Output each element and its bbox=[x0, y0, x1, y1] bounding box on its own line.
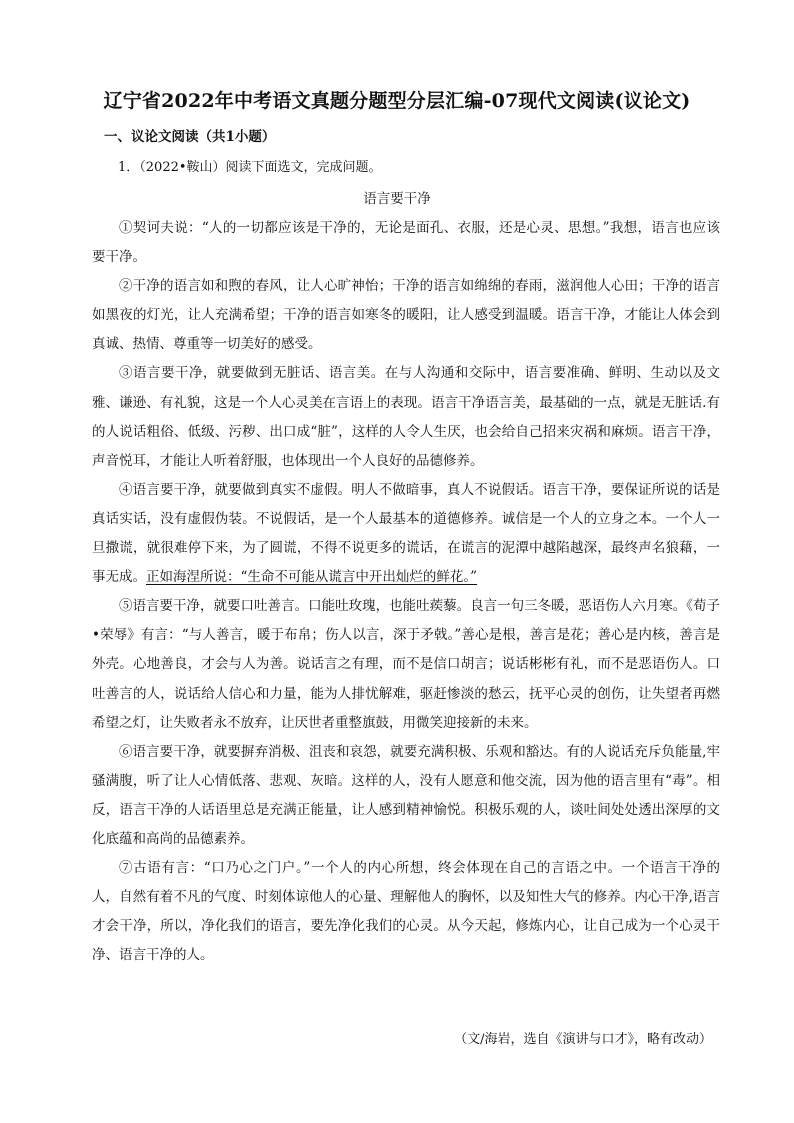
document-title: 辽宁省2022年中考语文真题分题型分层汇编-07现代文阅读(议论文) bbox=[103, 90, 691, 112]
paragraph-5: ⑤语言要干净，就要口吐善言。口能吐玫瑰，也能吐蒺藜。良言一句三冬暖，恶语伤人六月寒。《荀子•荣辱》有言：“与人善言，暖于布帛；伤人以言，深于矛戟。”善心是根，善言是花；善心是内核，善言是外壳。心地善良，才会与人为善。说话言之有理，而不是信口胡言；说话彬彬有礼，而不是恶语伤人。口吐善言的人，说话给人信心和力量，能为人排忧解难，驱赶惨淡的愁云，抚平心灵的创伤，让失望者再燃希望之灯，让失败者永不放弃，让厌世者重整旗鼓，用微笑迎接新的未来。 bbox=[92, 598, 720, 731]
paragraph-4 bbox=[92, 476, 720, 592]
article-body bbox=[92, 214, 720, 970]
paragraph-6: ⑥语言要干净，就要摒弃消极、沮丧和哀怨，就要充满积极、乐观和豁达。有的人说话充斥负能量,牢骚满腹，听了让人心情低落、悲观、灰暗。这样的人，没有人愿意和他交流，因为他的语言里有“毒”。相反，语言干净的人话语里总是充满正能量，让人感到精神愉悦。积极乐观的人，谈吐间处处透出深厚的文化底蕴和高尚的品德素养。 bbox=[92, 743, 720, 847]
section-heading: 一、议论文阅读（共1小题） bbox=[104, 129, 276, 145]
paragraph-1: ①契诃夫说：“人的一切都应该是干净的，无论是面孔、衣服，还是心灵、思想。”我想，语言也应该要干净。 bbox=[92, 220, 720, 266]
article-source: （文/海岩，选自《演讲与口才》，略有改动） bbox=[454, 1032, 712, 1047]
question-intro: 1．（2022•鞍山）阅读下面选文，完成问题。 bbox=[118, 160, 382, 175]
paragraph-2: ②干净的语言如和煦的春风，让人心旷神怡；干净的语言如绵绵的春雨，滋润他人心田；干净的语言如黑夜的灯光，让人充满希望；干净的语言如寒冬的暖阳，让人感受到温暖。语言干净，才能让人体会到真诚、热情、尊重等一切美好的感受。 bbox=[92, 278, 720, 353]
underlined-quote: 正如海涅所说：“生命不可能从谎言中开出灿烂的鲜花。” bbox=[146, 569, 478, 586]
paragraph-4-text: ④语言要干净，就要做到真实不虚假。明人不做暗事，真人不说假话。语言干净，要保证所说的话是真话实话，没有虚假伪装。不说假话，是一个人最基本的道德修养。诚信是一个人的立身之本。一个人一旦撒谎，就很难停下来，为了圆谎，不得不说更多的谎话，在谎言的泥潭中越陷越深，最终声名狼藉，一事无成。 bbox=[92, 481, 720, 586]
paragraph-7: ⑦古语有言：“口乃心之门户。”一个人的内心所想，终会体现在自己的言语之中。一个语言干净的人，自然有着不凡的气度、时刻体谅他人的心量、理解他人的胸怀，以及知性大气的修养。内心干净,语言才会干净，所以，净化我们的语言，要先净化我们的心灵。从今天起，修炼内心，让自己成为一个心灵干净、语言干净的人。 bbox=[92, 860, 720, 964]
paragraph-3: ③语言要干净，就要做到无脏话、语言美。在与人沟通和交际中，语言要准确、鲜明、生动以及文雅、谦逊、有礼貌，这是一个人心灵美在言语上的表现。语言干净语言美，最基础的一点，就是无脏话.有的人说话粗俗、低级、污秽、出口成“脏”，这样的人令人生厌，也会给自己招来灾祸和麻烦。语言干净，声音悦耳，才能让人听着舒服，也体现出一个人良好的品德修养。 bbox=[92, 365, 720, 469]
article-title: 语言要干净 bbox=[363, 191, 431, 207]
